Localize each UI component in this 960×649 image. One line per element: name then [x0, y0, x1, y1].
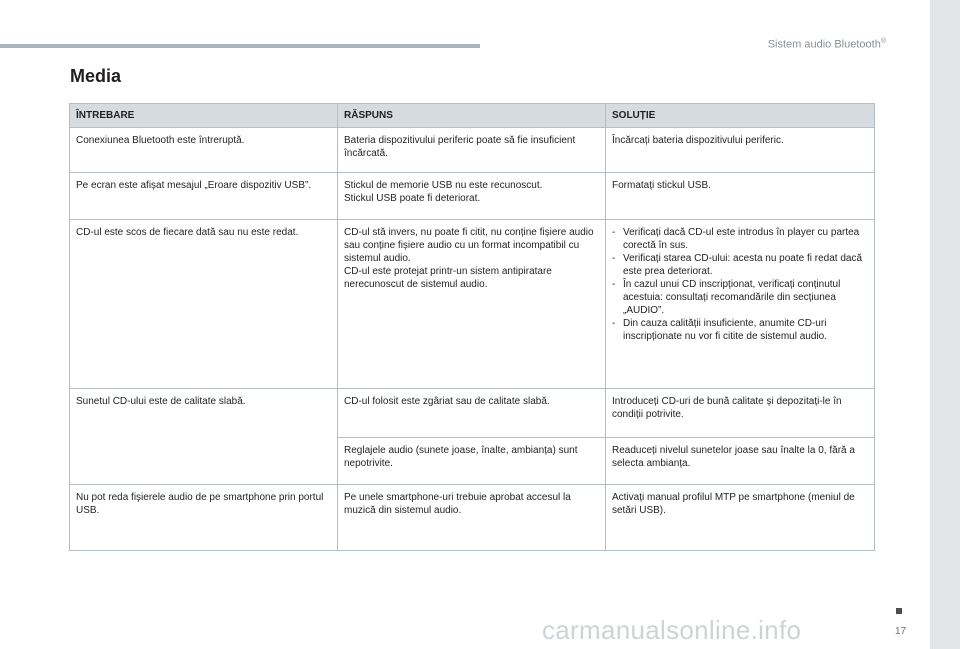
- header-rule: [0, 44, 480, 48]
- troubleshooting-table: [69, 103, 875, 551]
- page-edge-strip: [930, 0, 960, 649]
- table-row: [70, 389, 875, 438]
- question-cell: Nu pot reda fișierele audio de pe smartphone prin portul USB.: [70, 485, 338, 551]
- list-item: - Verificați dacă CD-ul este introdus în player cu partea corectă în sus.: [612, 226, 868, 252]
- solution-list: [612, 226, 868, 343]
- question-cell: Pe ecran este afișat mesajul „Eroare dispozitiv USB”.: [70, 173, 338, 220]
- answer-text: Stickul de memorie USB nu este recunoscut. Stickul USB poate fi deteriorat.: [344, 180, 543, 204]
- answer-cell: Bateria dispozitivului periferic poate să fie insuficient încărcată.: [338, 128, 606, 173]
- column-header-solution: SOLUȚIE: [606, 104, 875, 128]
- section-header: [768, 38, 886, 51]
- solution-cell: Introduceți CD-uri de bună calitate și depozitați-le în condiții potrivite.: [606, 389, 875, 438]
- column-header-question: ÎNTREBARE: [70, 104, 338, 128]
- table-row: [70, 128, 875, 173]
- question-cell: CD-ul este scos de fiecare dată sau nu este redat.: [70, 220, 338, 389]
- answer-cell: Reglajele audio (sunete joase, înalte, ambianța) sunt nepotrivite.: [338, 438, 606, 485]
- question-cell: Conexiunea Bluetooth este întreruptă.: [70, 128, 338, 173]
- registered-mark: ®: [880, 38, 886, 45]
- list-item: - Verificați starea CD-ului: acesta nu poate fi redat dacă este prea deteriorat.: [612, 252, 868, 278]
- watermark: carmanualsonline.info: [542, 615, 802, 645]
- solution-cell: Readuceți nivelul sunetelor joase sau înalte la 0, fără a selecta ambianța.: [606, 438, 875, 485]
- answer-cell: [338, 220, 606, 389]
- page-title: Media: [70, 66, 122, 86]
- table-row: [70, 485, 875, 551]
- table-row: [70, 173, 875, 220]
- section-title: Sistem audio Bluetooth: [767, 38, 881, 51]
- answer-cell: [338, 173, 606, 220]
- table-header-row: [70, 104, 875, 128]
- table-row: [70, 220, 875, 389]
- continuation-marker: [896, 608, 902, 614]
- solution-cell: Activați manual profilul MTP pe smartphone (meniul de setări USB).: [606, 485, 875, 551]
- answer-cell: CD-ul folosit este zgâriat sau de calitate slabă.: [338, 389, 606, 438]
- solution-cell: [606, 220, 875, 389]
- answer-text: CD-ul stă invers, nu poate fi citit, nu conține fișiere audio sau conține fișiere audio cu un format incompatibil cu sistemul audio. CD-ul este protejat printr-un sistem antipiratare nerecunoscut de sistemul audio.: [344, 227, 594, 290]
- page-number: 17: [895, 626, 907, 637]
- question-cell: Sunetul CD-ului este de calitate slabă.: [70, 389, 338, 485]
- solution-cell: Formatați stickul USB.: [606, 173, 875, 220]
- answer-cell: Pe unele smartphone-uri trebuie aprobat accesul la muzică din sistemul audio.: [338, 485, 606, 551]
- solution-cell: Încărcați bateria dispozitivului periferic.: [606, 128, 875, 173]
- list-item: - În cazul unui CD inscripționat, verificați conținutul acestuia: consultați recomandările din secțiunea „AUDIO”.: [612, 278, 868, 317]
- list-item: - Din cauza calității insuficiente, anumite CD-uri inscripționate nu vor fi citite de sistemul audio.: [612, 317, 868, 343]
- column-header-answer: RĂSPUNS: [338, 104, 606, 128]
